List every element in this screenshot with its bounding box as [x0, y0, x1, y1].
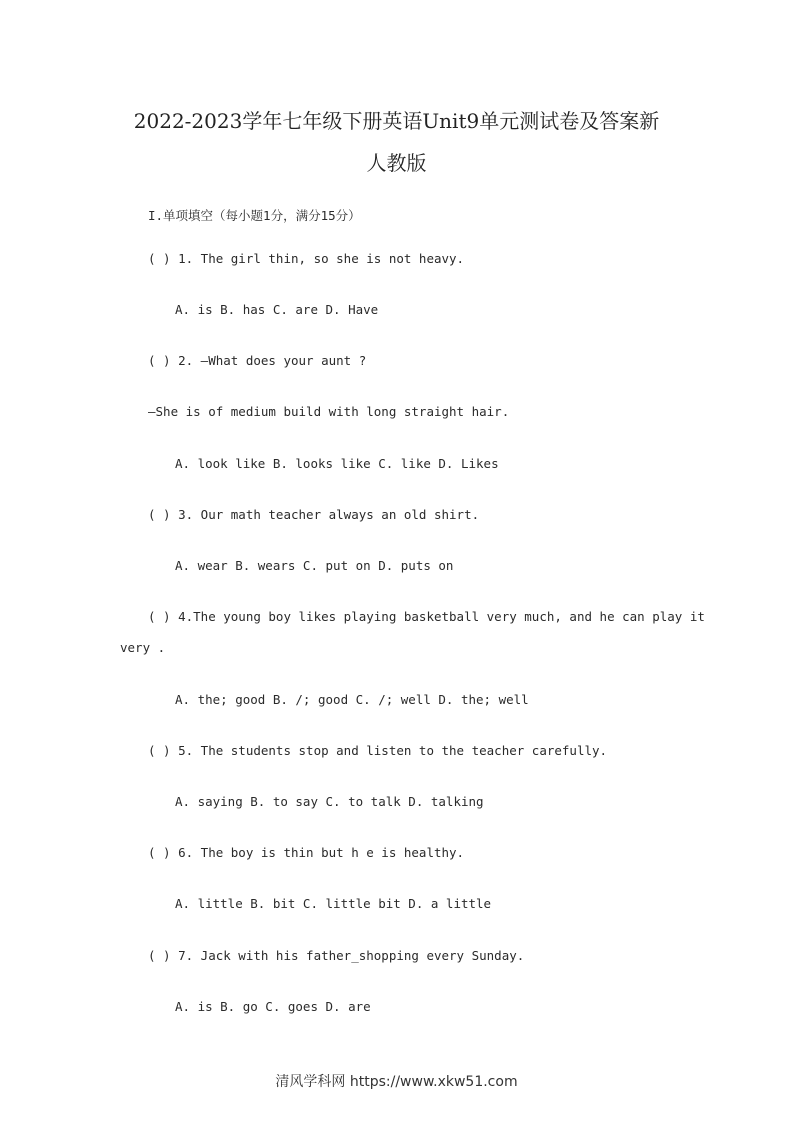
question-3-options: A. wear B. wears C. put on D. puts on: [175, 558, 454, 573]
question-4-options: A. the; good B. /; good C. /; well D. the; well: [175, 692, 529, 707]
question-7-options: A. is B. go C. goes D. are: [175, 999, 371, 1014]
question-1-options: A. is B. has C. are D. Have: [175, 302, 379, 317]
document-title-line-1: 2022-2023学年七年级下册英语Unit9单元测试卷及答案新: [133, 109, 660, 133]
question-7: ( ) 7. Jack with his father_shopping every Sunday.: [148, 948, 525, 963]
question-2-answer-line: —She is of medium build with long straight hair.: [148, 404, 510, 419]
question-4-continuation: very .: [120, 640, 166, 655]
question-4: ( ) 4.The young boy likes playing basketball very much, and he can play it: [148, 609, 705, 624]
footer-watermark: 清风学科网 https://www.xkw51.com: [275, 1074, 518, 1090]
document-title-line-2: 人教版: [366, 151, 427, 175]
question-2-options: A. look like B. looks like C. like D. Likes: [175, 456, 499, 471]
question-2: ( ) 2. —What does your aunt ?: [148, 353, 367, 368]
section-heading: I.单项填空（每小题1分，满分15分）: [148, 208, 361, 223]
question-6: ( ) 6. The boy is thin but h e is healthy.: [148, 845, 465, 860]
question-3: ( ) 3. Our math teacher always an old shirt.: [148, 507, 480, 522]
question-6-options: A. little B. bit C. little bit D. a little: [175, 896, 492, 911]
question-1: ( ) 1. The girl thin, so she is not heavy.: [148, 251, 465, 266]
question-5: ( ) 5. The students stop and listen to the teacher carefully.: [148, 743, 608, 758]
question-5-options: A. saying B. to say C. to talk D. talking: [175, 794, 484, 809]
